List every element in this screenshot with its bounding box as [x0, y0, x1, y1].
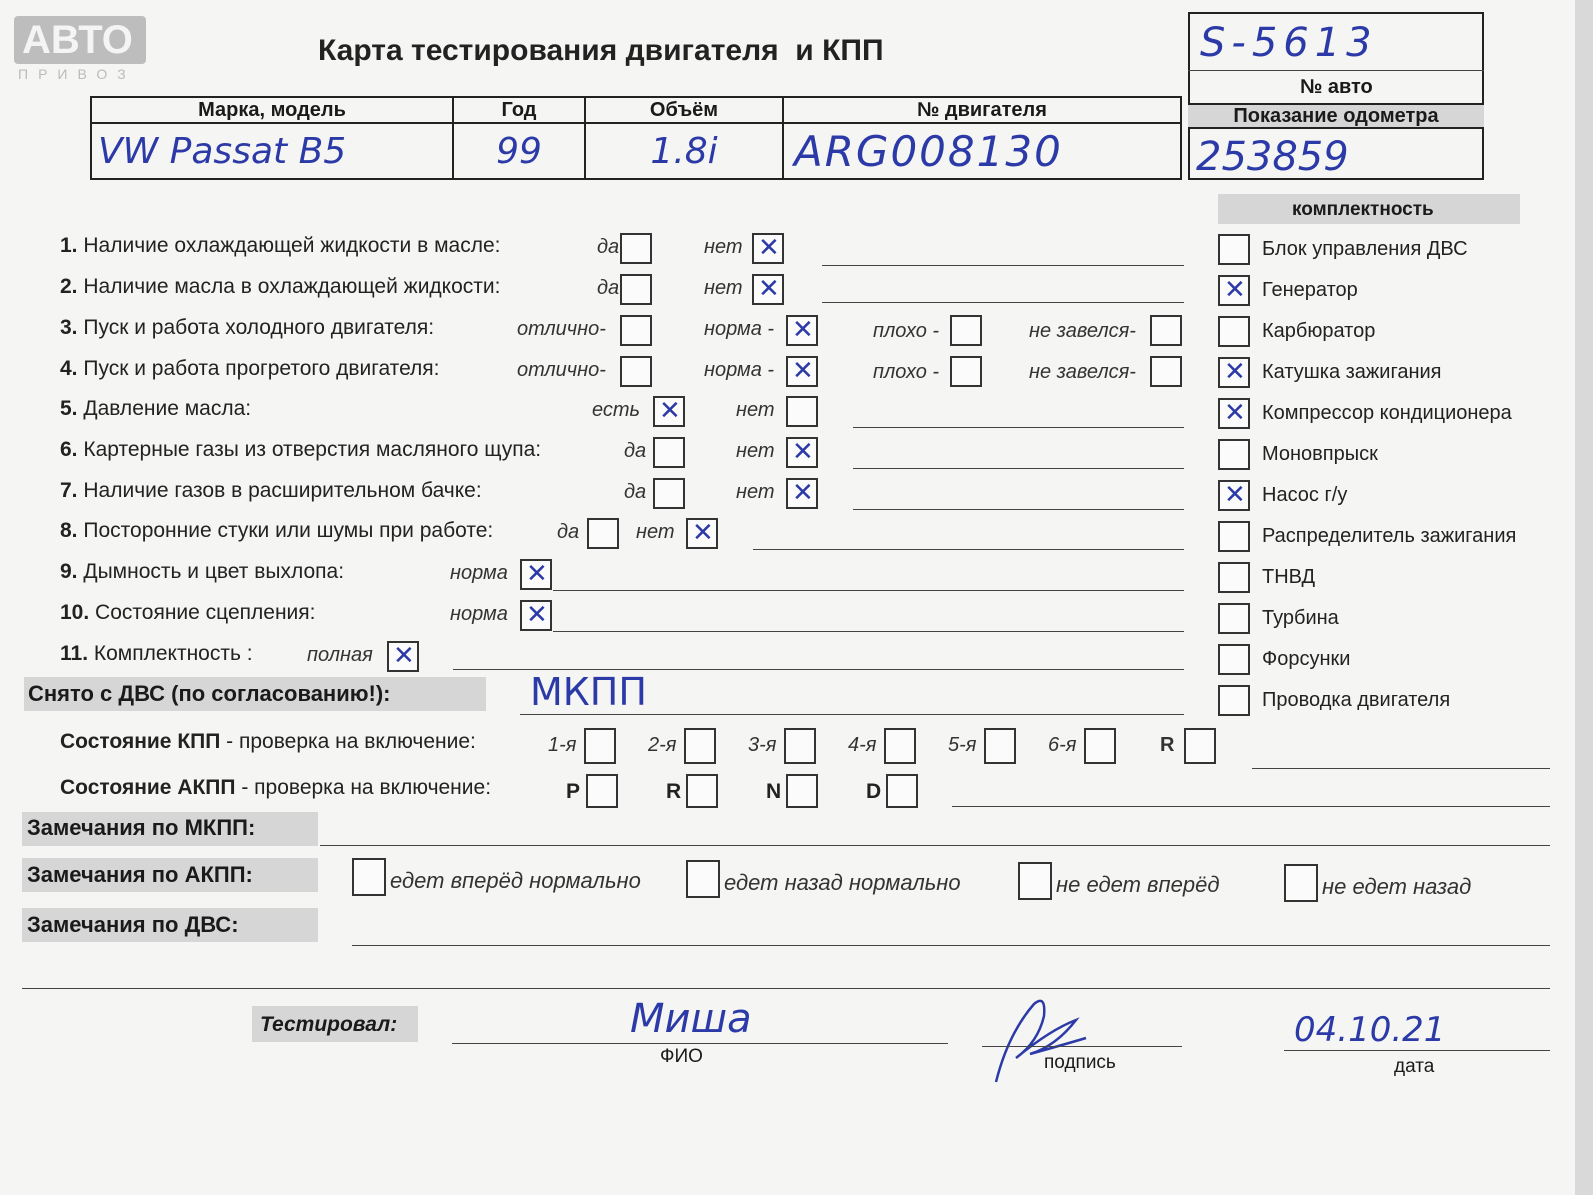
car-number-value: S-5613 — [1200, 20, 1378, 66]
item-10-opt-normal: норма — [450, 603, 508, 625]
item-1: 1. Наличие охлаждающей жидкости в масле: — [60, 234, 501, 257]
kpp-gear-label: 5-я — [948, 734, 977, 756]
tester-name-label: ФИО — [660, 1046, 703, 1067]
akpp-remark-checkbox[interactable] — [686, 860, 720, 898]
item-3-bad-checkbox[interactable] — [950, 315, 982, 346]
remarks-mkpp-label: Замечания по МКПП: — [27, 815, 256, 840]
item-6-yes-checkbox[interactable] — [653, 437, 685, 468]
kit-item-label: Генератор — [1262, 279, 1358, 301]
kit-item-label: Распределитель зажигания — [1262, 525, 1517, 547]
kit-item-label: Моновпрыск — [1262, 443, 1378, 465]
tested-label: Тестировал: — [260, 1013, 398, 1036]
item-1-opt-no: нет — [704, 236, 743, 258]
item-10-normal-checkbox[interactable] — [520, 600, 552, 631]
item-4-opt-normal: норма - — [704, 359, 775, 381]
kit-checkbox[interactable] — [1218, 275, 1250, 306]
col-make-model: Марка, модель — [91, 97, 453, 123]
car-number-label: № авто — [1300, 76, 1373, 98]
kit-item-label: Блок управления ДВС — [1262, 238, 1468, 260]
tester-name-value: Миша — [630, 996, 752, 1042]
item-2-opt-yes: да — [597, 277, 620, 299]
item-9: 9. Дымность и цвет выхлопа: — [60, 560, 345, 583]
kit-checkbox[interactable] — [1218, 521, 1250, 552]
kpp-gear-label: 4-я — [848, 734, 877, 756]
kit-checkbox[interactable] — [1218, 398, 1250, 429]
kit-item-label: Форсунки — [1262, 648, 1351, 670]
kit-item-label: Компрессор кондиционера — [1262, 402, 1512, 424]
item-4-opt-bad: плохо - — [873, 361, 940, 383]
odometer-value: 253859 — [1196, 134, 1349, 180]
kpp-gear-label: R — [1160, 734, 1175, 756]
kit-checkbox[interactable] — [1218, 562, 1250, 593]
kpp-gear-label: 3-я — [748, 734, 777, 756]
make-model-value: VW Passat B5 — [91, 123, 453, 179]
item-6-opt-yes: да — [624, 440, 647, 462]
kit-checkbox[interactable] — [1218, 357, 1250, 388]
akpp-mode-label: R — [666, 780, 682, 803]
item-3-normal-checkbox[interactable] — [786, 315, 818, 346]
akpp-remark-checkbox[interactable] — [1284, 864, 1318, 902]
item-11-full-checkbox[interactable] — [387, 641, 419, 672]
akpp-remark-checkbox[interactable] — [1018, 862, 1052, 900]
kit-item-label: Турбина — [1262, 607, 1339, 629]
item-7-no-checkbox[interactable] — [786, 478, 818, 509]
item-4-opt-nostart: не завелся- — [1029, 361, 1136, 383]
item-8-opt-yes: да — [557, 521, 580, 543]
akpp-remark-option: едет вперёд нормально — [390, 868, 641, 893]
item-7-yes-checkbox[interactable] — [653, 478, 685, 509]
year-value: 99 — [453, 123, 585, 179]
item-5-opt-no: нет — [736, 399, 775, 421]
engine-number-value: ARG008130 — [783, 123, 1181, 179]
item-4: 4. Пуск и работа прогретого двигателя: — [60, 357, 440, 380]
akpp-remark-option: не едет вперёд — [1056, 872, 1220, 897]
kpp-gear-label: 1-я — [548, 734, 577, 756]
kpp-gear-checkbox[interactable] — [784, 728, 816, 764]
akpp-mode-label: D — [866, 780, 882, 803]
kit-checkbox[interactable] — [1218, 685, 1250, 716]
item-4-normal-checkbox[interactable] — [786, 356, 818, 387]
kpp-label: Состояние КПП - проверка на включение: — [60, 730, 476, 753]
item-1-no-checkbox[interactable] — [752, 233, 784, 264]
akpp-mode-label: P — [566, 780, 581, 803]
akpp-remark-option: едет назад нормально — [724, 870, 961, 895]
item-7-opt-yes: да — [624, 481, 647, 503]
item-8-yes-checkbox[interactable] — [587, 518, 619, 549]
item-7: 7. Наличие газов в расширительном бачке: — [60, 479, 482, 502]
item-8-opt-no: нет — [636, 521, 675, 543]
kit-item-label: Проводка двигателя — [1262, 689, 1451, 711]
kit-checkbox[interactable] — [1218, 603, 1250, 634]
col-year: Год — [453, 97, 585, 123]
akpp-remark-checkbox[interactable] — [352, 858, 386, 896]
volume-value: 1.8i — [585, 123, 783, 179]
logo-sub: ПРИВОЗ — [18, 66, 136, 82]
akpp-remark-option: не едет назад — [1322, 874, 1472, 899]
akpp-mode-checkbox[interactable] — [686, 774, 718, 808]
kpp-gear-checkbox[interactable] — [1184, 728, 1216, 764]
odometer-label: Показание одометра — [1188, 103, 1484, 129]
item-3-excellent-checkbox[interactable] — [620, 315, 652, 346]
remarks-dvs-label: Замечания по ДВС: — [27, 912, 239, 937]
kit-checkbox[interactable] — [1218, 644, 1250, 675]
kit-item-label: Карбюратор — [1262, 320, 1376, 342]
item-8-no-checkbox[interactable] — [686, 518, 718, 549]
item-4-bad-checkbox[interactable] — [950, 356, 982, 387]
kit-item-label: Катушка зажигания — [1262, 361, 1442, 383]
kpp-gear-label: 2-я — [648, 734, 677, 756]
kit-checkbox[interactable] — [1218, 316, 1250, 347]
item-2: 2. Наличие масла в охлаждающей жидкости: — [60, 275, 501, 298]
page-title: Карта тестирования двигателя и КПП — [318, 34, 884, 67]
kpp-gear-checkbox[interactable] — [684, 728, 716, 764]
item-3-opt-normal: норма - — [704, 318, 775, 340]
kit-checkbox[interactable] — [1218, 480, 1250, 511]
vehicle-header-table — [90, 96, 1182, 180]
kit-item-label: Насос г/у — [1262, 484, 1348, 506]
removed-label: Снято с ДВС (по согласованию!): — [28, 681, 391, 706]
item-7-opt-no: нет — [736, 481, 775, 503]
akpp-mode-label: N — [766, 780, 782, 803]
logo-brand: АВТО — [22, 18, 133, 62]
item-6: 6. Картерные газы из отверстия масляного щупа: — [60, 438, 542, 461]
kpp-gear-checkbox[interactable] — [1084, 728, 1116, 764]
removed-value: МКПП — [530, 670, 647, 714]
item-4-nostart-checkbox[interactable] — [1150, 356, 1182, 387]
item-11-opt-full: полная — [307, 644, 373, 666]
item-3-opt-nostart: не завелся- — [1029, 320, 1136, 342]
item-6-opt-no: нет — [736, 440, 775, 462]
kit-title: комплектность — [1292, 199, 1434, 220]
kpp-gear-label: 6-я — [1048, 734, 1077, 756]
item-9-opt-normal: норма — [450, 562, 508, 584]
item-4-opt-excellent: отлично- — [517, 359, 606, 381]
item-6-no-checkbox[interactable] — [786, 437, 818, 468]
item-5-no-checkbox[interactable] — [786, 396, 818, 427]
remarks-akpp-label: Замечания по АКПП: — [27, 862, 253, 887]
item-2-opt-no: нет — [704, 277, 743, 299]
akpp-mode-checkbox[interactable] — [786, 774, 818, 808]
date-label: дата — [1394, 1056, 1435, 1077]
akpp-mode-checkbox[interactable] — [886, 774, 918, 808]
akpp-mode-checkbox[interactable] — [586, 774, 618, 808]
item-4-excellent-checkbox[interactable] — [620, 356, 652, 387]
date-value: 04.10.21 — [1294, 1010, 1446, 1050]
item-3-opt-excellent: отлично- — [517, 318, 606, 340]
item-11: 11. Комплектность : — [60, 642, 253, 665]
col-engine-number: № двигателя — [783, 97, 1181, 123]
item-1-opt-yes: да — [597, 236, 620, 258]
item-5: 5. Давление масла: — [60, 397, 252, 420]
item-9-normal-checkbox[interactable] — [520, 559, 552, 590]
item-2-yes-checkbox[interactable] — [620, 274, 652, 305]
item-2-no-checkbox[interactable] — [752, 274, 784, 305]
logo — [14, 16, 146, 64]
item-3: 3. Пуск и работа холодного двигателя: — [60, 316, 435, 339]
col-volume: Объём — [585, 97, 783, 123]
item-3-opt-bad: плохо - — [873, 320, 940, 342]
signature-label: подпись — [1044, 1052, 1116, 1073]
item-5-opt-yes: есть — [592, 399, 641, 421]
akpp-label: Состояние АКПП - проверка на включение: — [60, 776, 492, 799]
kit-checkbox[interactable] — [1218, 234, 1250, 265]
kpp-gear-checkbox[interactable] — [984, 728, 1016, 764]
item-3-nostart-checkbox[interactable] — [1150, 315, 1182, 346]
kpp-gear-checkbox[interactable] — [884, 728, 916, 764]
kit-checkbox[interactable] — [1218, 439, 1250, 470]
item-5-yes-checkbox[interactable] — [653, 396, 685, 427]
kpp-gear-checkbox[interactable] — [584, 728, 616, 764]
item-8: 8. Посторонние стуки или шумы при работе: — [60, 519, 494, 542]
item-1-yes-checkbox[interactable] — [620, 233, 652, 264]
item-10: 10. Состояние сцепления: — [60, 601, 316, 624]
kit-item-label: ТНВД — [1262, 566, 1316, 588]
